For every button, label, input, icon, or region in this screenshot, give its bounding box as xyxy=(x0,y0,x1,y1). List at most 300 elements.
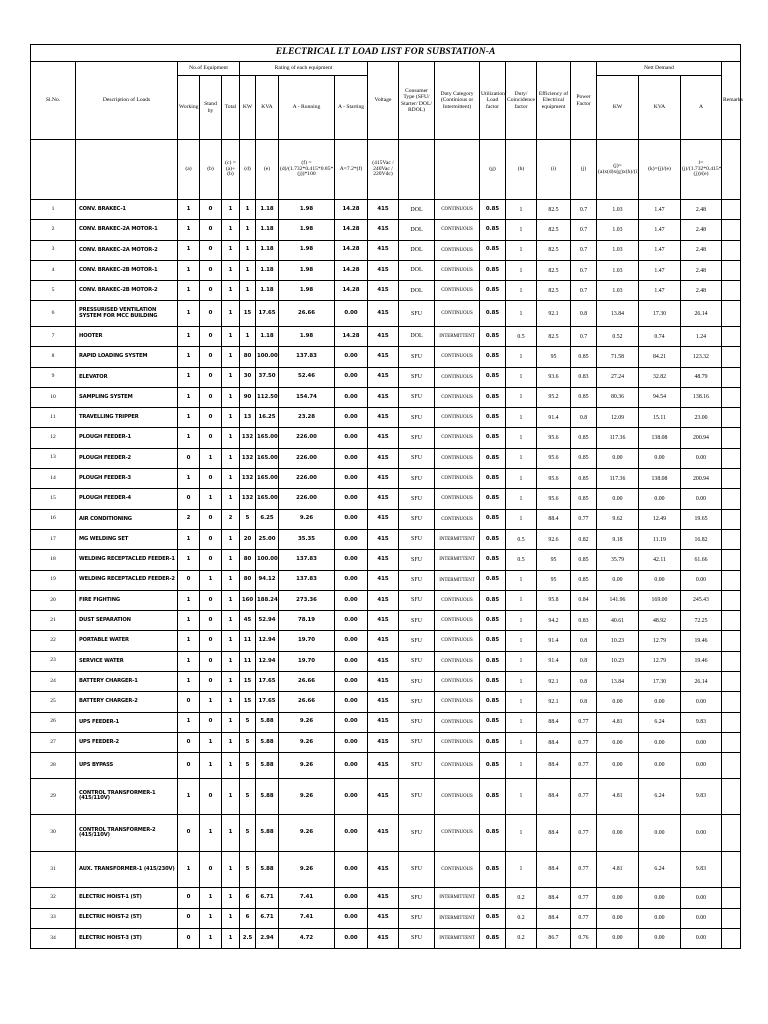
cell-kw: 132 xyxy=(240,489,256,509)
table-row xyxy=(31,732,741,752)
cell-a-running: 9.26 xyxy=(279,509,335,529)
cell-efficiency: 82.5 xyxy=(537,326,571,346)
cell-efficiency: 88.4 xyxy=(537,908,571,928)
cell-description: SERVICE WATER xyxy=(76,651,178,671)
cell-voltage: 415 xyxy=(368,908,399,928)
cell-kw: 1 xyxy=(240,260,256,280)
cell-utilization: 0.85 xyxy=(480,367,506,387)
cell-slno: 32 xyxy=(31,888,76,908)
cell-voltage: 415 xyxy=(368,489,399,509)
cell-power-factor: 0.7 xyxy=(571,326,597,346)
cell-nett-kva: 0.00 xyxy=(639,888,681,908)
cell-efficiency: 95.6 xyxy=(537,469,571,489)
cell-voltage: 415 xyxy=(368,408,399,428)
cell-nett-kva: 6.24 xyxy=(639,712,681,732)
cell-a-running: 1.98 xyxy=(279,260,335,280)
cell-nett-a: 0.00 xyxy=(681,489,722,509)
cell-power-factor: 0.85 xyxy=(571,428,597,448)
sub-b: (b) xyxy=(200,140,222,200)
cell-kw: 15 xyxy=(240,301,256,327)
table-row xyxy=(31,509,741,529)
cell-a-starting: 0.00 xyxy=(335,888,368,908)
sub-a: (a) xyxy=(178,140,200,200)
cell-a-starting: 0.00 xyxy=(335,651,368,671)
cell-standby: 1 xyxy=(200,570,222,590)
table-row xyxy=(31,489,741,509)
cell-description: TRAVELLING TRIPPER xyxy=(76,408,178,428)
cell-nett-kva: 94.54 xyxy=(639,387,681,407)
cell-a-starting: 0.00 xyxy=(335,908,368,928)
header-voltage: Voltage xyxy=(368,62,399,140)
cell-nett-a: 245.43 xyxy=(681,590,722,610)
cell-slno: 19 xyxy=(31,570,76,590)
cell-voltage: 415 xyxy=(368,888,399,908)
cell-voltage: 415 xyxy=(368,712,399,732)
cell-description: CONTROL TRANSFORMER-1 (415/110V) xyxy=(76,778,178,815)
cell-slno: 28 xyxy=(31,753,76,779)
cell-utilization: 0.85 xyxy=(480,908,506,928)
cell-duty-factor: 1 xyxy=(506,387,537,407)
cell-utilization: 0.85 xyxy=(480,387,506,407)
cell-a-running: 273.36 xyxy=(279,590,335,610)
cell-slno: 7 xyxy=(31,326,76,346)
cell-voltage: 415 xyxy=(368,367,399,387)
cell-voltage: 415 xyxy=(368,260,399,280)
cell-power-factor: 0.85 xyxy=(571,347,597,367)
cell-duty-category: CONTINUOUS xyxy=(435,408,480,428)
header-nett-a: A xyxy=(681,76,722,140)
sub-blank xyxy=(435,140,480,200)
cell-standby: 0 xyxy=(200,550,222,570)
cell-nett-kw: 1.03 xyxy=(597,220,639,240)
cell-nett-a: 0.00 xyxy=(681,815,722,852)
cell-duty-category: CONTINUOUS xyxy=(435,448,480,468)
cell-duty-category: CONTINUOUS xyxy=(435,631,480,651)
cell-a-running: 26.66 xyxy=(279,301,335,327)
cell-utilization: 0.85 xyxy=(480,732,506,752)
cell-consumer-type: SFU xyxy=(399,631,435,651)
sub-m: l=(j)/(1.732*0.415*(j))/(e) xyxy=(681,140,722,200)
cell-a-starting: 0.00 xyxy=(335,408,368,428)
cell-kva: 6.25 xyxy=(256,509,279,529)
cell-utilization: 0.85 xyxy=(480,888,506,908)
cell-duty-factor: 1 xyxy=(506,611,537,631)
cell-a-starting: 0.00 xyxy=(335,469,368,489)
cell-kva: 188.24 xyxy=(256,590,279,610)
cell-consumer-type: SFU xyxy=(399,408,435,428)
cell-duty-category: CONTINUOUS xyxy=(435,712,480,732)
cell-efficiency: 88.4 xyxy=(537,753,571,779)
cell-voltage: 415 xyxy=(368,240,399,260)
cell-consumer-type: SFU xyxy=(399,529,435,549)
cell-utilization: 0.85 xyxy=(480,448,506,468)
cell-working: 1 xyxy=(178,611,200,631)
cell-nett-kva: 42.11 xyxy=(639,550,681,570)
cell-slno: 3 xyxy=(31,240,76,260)
header-duty-coincidence: Duty/ Coincidence factor xyxy=(506,62,537,140)
cell-standby: 0 xyxy=(200,281,222,301)
header-kw: KW xyxy=(240,76,256,140)
cell-nett-a: 0.00 xyxy=(681,753,722,779)
cell-kva: 165.00 xyxy=(256,448,279,468)
cell-efficiency: 92.1 xyxy=(537,301,571,327)
cell-a-starting: 14.28 xyxy=(335,240,368,260)
cell-duty-category: CONTINUOUS xyxy=(435,611,480,631)
cell-duty-factor: 1 xyxy=(506,301,537,327)
cell-nett-kva: 17.30 xyxy=(639,301,681,327)
cell-standby: 1 xyxy=(200,908,222,928)
header-standby: Stand by xyxy=(200,76,222,140)
cell-remarks xyxy=(722,753,741,779)
table-row xyxy=(31,928,741,948)
table-row xyxy=(31,611,741,631)
cell-nett-kva: 0.00 xyxy=(639,732,681,752)
cell-working: 0 xyxy=(178,908,200,928)
cell-a-starting: 0.00 xyxy=(335,428,368,448)
cell-utilization: 0.85 xyxy=(480,347,506,367)
cell-voltage: 415 xyxy=(368,928,399,948)
table-row xyxy=(31,281,741,301)
cell-working: 1 xyxy=(178,672,200,692)
cell-efficiency: 92.1 xyxy=(537,692,571,712)
cell-standby: 1 xyxy=(200,815,222,852)
cell-a-starting: 14.28 xyxy=(335,281,368,301)
cell-power-factor: 0.8 xyxy=(571,301,597,327)
cell-nett-kw: 1.03 xyxy=(597,240,639,260)
cell-a-starting: 0.00 xyxy=(335,550,368,570)
cell-total: 1 xyxy=(222,200,240,220)
cell-kw: 2.5 xyxy=(240,928,256,948)
cell-consumer-type: SFU xyxy=(399,692,435,712)
cell-a-starting: 0.00 xyxy=(335,590,368,610)
cell-nett-kw: 80.36 xyxy=(597,387,639,407)
cell-remarks xyxy=(722,651,741,671)
cell-a-starting: 0.00 xyxy=(335,529,368,549)
cell-duty-factor: 0.2 xyxy=(506,928,537,948)
cell-duty-category: CONTINUOUS xyxy=(435,220,480,240)
cell-kva: 5.88 xyxy=(256,851,279,888)
cell-a-running: 137.83 xyxy=(279,347,335,367)
cell-voltage: 415 xyxy=(368,387,399,407)
cell-utilization: 0.85 xyxy=(480,753,506,779)
cell-nett-a: 200.94 xyxy=(681,469,722,489)
cell-kw: 15 xyxy=(240,692,256,712)
cell-efficiency: 95 xyxy=(537,550,571,570)
cell-efficiency: 93.6 xyxy=(537,367,571,387)
cell-duty-factor: 0.2 xyxy=(506,888,537,908)
cell-total: 1 xyxy=(222,732,240,752)
cell-nett-kw: 4.81 xyxy=(597,851,639,888)
cell-slno: 26 xyxy=(31,712,76,732)
cell-a-starting: 0.00 xyxy=(335,672,368,692)
sub-h: (h) xyxy=(506,140,537,200)
cell-nett-kva: 1.47 xyxy=(639,200,681,220)
cell-total: 1 xyxy=(222,928,240,948)
cell-efficiency: 86.7 xyxy=(537,928,571,948)
cell-voltage: 415 xyxy=(368,672,399,692)
cell-a-running: 137.83 xyxy=(279,550,335,570)
cell-duty-category: CONTINUOUS xyxy=(435,753,480,779)
cell-duty-factor: 1 xyxy=(506,240,537,260)
cell-description: BATTERY CHARGER-1 xyxy=(76,672,178,692)
cell-kw: 1 xyxy=(240,240,256,260)
cell-nett-kw: 141.96 xyxy=(597,590,639,610)
cell-duty-factor: 0.2 xyxy=(506,908,537,928)
header-rating: Rating of each equipment xyxy=(240,62,368,76)
cell-working: 1 xyxy=(178,240,200,260)
table-row xyxy=(31,590,741,610)
cell-power-factor: 0.7 xyxy=(571,240,597,260)
cell-a-running: 9.26 xyxy=(279,712,335,732)
cell-duty-category: INTERMITTENT xyxy=(435,570,480,590)
cell-nett-kva: 138.08 xyxy=(639,469,681,489)
cell-kva: 5.88 xyxy=(256,712,279,732)
cell-working: 1 xyxy=(178,326,200,346)
cell-consumer-type: SFU xyxy=(399,347,435,367)
header-utilization: Utilization/ Load factor xyxy=(480,62,506,140)
cell-power-factor: 0.82 xyxy=(571,529,597,549)
cell-nett-a: 0.00 xyxy=(681,928,722,948)
cell-efficiency: 88.4 xyxy=(537,509,571,529)
cell-kva: 17.65 xyxy=(256,301,279,327)
cell-remarks xyxy=(722,732,741,752)
cell-nett-kw: 12.09 xyxy=(597,408,639,428)
table-row xyxy=(31,778,741,815)
cell-utilization: 0.85 xyxy=(480,778,506,815)
sub-d: (d) xyxy=(240,140,256,200)
cell-a-running: 1.98 xyxy=(279,281,335,301)
cell-a-starting: 0.00 xyxy=(335,753,368,779)
cell-efficiency: 95.6 xyxy=(537,489,571,509)
cell-a-running: 226.00 xyxy=(279,489,335,509)
cell-description: UPS FEEDER-1 xyxy=(76,712,178,732)
cell-consumer-type: SFU xyxy=(399,672,435,692)
cell-standby: 0 xyxy=(200,651,222,671)
cell-duty-category: CONTINUOUS xyxy=(435,651,480,671)
cell-description: CONV. BRAKEC-2B MOTOR-1 xyxy=(76,260,178,280)
cell-duty-category: INTERMITTENT xyxy=(435,529,480,549)
cell-working: 0 xyxy=(178,570,200,590)
cell-a-running: 1.98 xyxy=(279,200,335,220)
cell-utilization: 0.85 xyxy=(480,712,506,732)
cell-consumer-type: SFU xyxy=(399,651,435,671)
cell-nett-a: 9.83 xyxy=(681,851,722,888)
cell-utilization: 0.85 xyxy=(480,408,506,428)
cell-total: 1 xyxy=(222,851,240,888)
cell-kva: 94.12 xyxy=(256,570,279,590)
cell-power-factor: 0.77 xyxy=(571,712,597,732)
cell-duty-category: CONTINUOUS xyxy=(435,367,480,387)
cell-efficiency: 91.4 xyxy=(537,408,571,428)
cell-nett-kw: 1.03 xyxy=(597,281,639,301)
cell-working: 1 xyxy=(178,712,200,732)
cell-working: 1 xyxy=(178,347,200,367)
cell-utilization: 0.85 xyxy=(480,326,506,346)
cell-voltage: 415 xyxy=(368,611,399,631)
cell-nett-a: 19.46 xyxy=(681,631,722,651)
cell-kw: 1 xyxy=(240,220,256,240)
cell-nett-kw: 10.23 xyxy=(597,631,639,651)
cell-voltage: 415 xyxy=(368,509,399,529)
sub-n xyxy=(722,140,741,200)
table-row xyxy=(31,529,741,549)
cell-standby: 0 xyxy=(200,260,222,280)
cell-standby: 0 xyxy=(200,387,222,407)
cell-utilization: 0.85 xyxy=(480,851,506,888)
cell-voltage: 415 xyxy=(368,428,399,448)
cell-duty-category: INTERMITTENT xyxy=(435,928,480,948)
cell-duty-category: CONTINUOUS xyxy=(435,692,480,712)
cell-duty-factor: 1 xyxy=(506,220,537,240)
cell-duty-factor: 1 xyxy=(506,732,537,752)
header-total: Total xyxy=(222,76,240,140)
cell-total: 1 xyxy=(222,672,240,692)
cell-consumer-type: SFU xyxy=(399,301,435,327)
load-list-table xyxy=(30,44,741,949)
cell-description: FIRE FIGHTING xyxy=(76,590,178,610)
cell-slno: 23 xyxy=(31,651,76,671)
header-power-factor: Power Factor xyxy=(571,62,597,140)
cell-utilization: 0.85 xyxy=(480,815,506,852)
cell-total: 1 xyxy=(222,753,240,779)
cell-working: 1 xyxy=(178,651,200,671)
cell-utilization: 0.85 xyxy=(480,281,506,301)
cell-efficiency: 88.4 xyxy=(537,778,571,815)
cell-nett-kw: 0.00 xyxy=(597,753,639,779)
cell-nett-a: 26.14 xyxy=(681,301,722,327)
cell-duty-factor: 1 xyxy=(506,509,537,529)
cell-slno: 13 xyxy=(31,448,76,468)
cell-duty-category: CONTINUOUS xyxy=(435,509,480,529)
table-row xyxy=(31,367,741,387)
cell-total: 1 xyxy=(222,469,240,489)
cell-standby: 0 xyxy=(200,220,222,240)
cell-standby: 0 xyxy=(200,408,222,428)
cell-nett-a: 2.48 xyxy=(681,240,722,260)
cell-kw: 132 xyxy=(240,469,256,489)
cell-standby: 0 xyxy=(200,590,222,610)
cell-slno: 34 xyxy=(31,928,76,948)
cell-standby: 1 xyxy=(200,732,222,752)
cell-duty-category: INTERMITTENT xyxy=(435,908,480,928)
cell-nett-kva: 169.00 xyxy=(639,590,681,610)
header-description: Description of Loads xyxy=(76,62,178,140)
cell-standby: 0 xyxy=(200,428,222,448)
cell-duty-category: INTERMITTENT xyxy=(435,888,480,908)
cell-a-running: 9.26 xyxy=(279,753,335,779)
cell-a-running: 226.00 xyxy=(279,428,335,448)
cell-a-running: 23.28 xyxy=(279,408,335,428)
table-row xyxy=(31,651,741,671)
cell-a-running: 1.98 xyxy=(279,220,335,240)
cell-nett-kva: 0.00 xyxy=(639,753,681,779)
cell-remarks xyxy=(722,692,741,712)
cell-total: 1 xyxy=(222,408,240,428)
cell-nett-a: 23.00 xyxy=(681,408,722,428)
table-row xyxy=(31,469,741,489)
cell-remarks xyxy=(722,712,741,732)
cell-duty-category: INTERMITTENT xyxy=(435,550,480,570)
cell-consumer-type: SFU xyxy=(399,778,435,815)
cell-slno: 31 xyxy=(31,851,76,888)
cell-a-running: 9.26 xyxy=(279,778,335,815)
cell-a-starting: 14.28 xyxy=(335,326,368,346)
header-nett-kva: KVA xyxy=(639,76,681,140)
cell-kw: 5 xyxy=(240,712,256,732)
table-row xyxy=(31,692,741,712)
cell-voltage: 415 xyxy=(368,448,399,468)
table-row xyxy=(31,550,741,570)
cell-efficiency: 91.4 xyxy=(537,651,571,671)
cell-duty-factor: 0.5 xyxy=(506,529,537,549)
cell-working: 1 xyxy=(178,367,200,387)
cell-a-running: 226.00 xyxy=(279,448,335,468)
cell-voltage: 415 xyxy=(368,815,399,852)
cell-kw: 5 xyxy=(240,851,256,888)
cell-utilization: 0.85 xyxy=(480,469,506,489)
cell-nett-a: 2.48 xyxy=(681,220,722,240)
cell-power-factor: 0.77 xyxy=(571,778,597,815)
cell-duty-category: CONTINUOUS xyxy=(435,469,480,489)
cell-slno: 21 xyxy=(31,611,76,631)
cell-description: SAMPLING SYSTEM xyxy=(76,387,178,407)
cell-working: 1 xyxy=(178,428,200,448)
cell-power-factor: 0.85 xyxy=(571,489,597,509)
table-row xyxy=(31,408,741,428)
cell-duty-category: CONTINUOUS xyxy=(435,200,480,220)
cell-total: 1 xyxy=(222,260,240,280)
cell-nett-kva: 6.24 xyxy=(639,778,681,815)
cell-total: 1 xyxy=(222,489,240,509)
cell-consumer-type: SFU xyxy=(399,448,435,468)
cell-utilization: 0.85 xyxy=(480,631,506,651)
cell-nett-a: 138.16 xyxy=(681,387,722,407)
table-row xyxy=(31,888,741,908)
cell-power-factor: 0.85 xyxy=(571,448,597,468)
cell-standby: 0 xyxy=(200,778,222,815)
cell-consumer-type: SFU xyxy=(399,570,435,590)
cell-efficiency: 92.1 xyxy=(537,672,571,692)
cell-utilization: 0.85 xyxy=(480,509,506,529)
cell-a-starting: 0.00 xyxy=(335,712,368,732)
cell-nett-a: 0.00 xyxy=(681,732,722,752)
cell-working: 0 xyxy=(178,732,200,752)
cell-a-starting: 0.00 xyxy=(335,778,368,815)
cell-kva: 6.71 xyxy=(256,908,279,928)
cell-total: 1 xyxy=(222,326,240,346)
cell-total: 2 xyxy=(222,509,240,529)
cell-consumer-type: SFU xyxy=(399,908,435,928)
cell-consumer-type: SFU xyxy=(399,387,435,407)
cell-efficiency: 95 xyxy=(537,347,571,367)
cell-a-running: 137.83 xyxy=(279,570,335,590)
cell-power-factor: 0.85 xyxy=(571,550,597,570)
cell-power-factor: 0.8 xyxy=(571,408,597,428)
cell-power-factor: 0.77 xyxy=(571,732,597,752)
sheet-title: ELECTRICAL LT LOAD LIST FOR SUBSTATION-A xyxy=(31,45,741,62)
cell-total: 1 xyxy=(222,611,240,631)
cell-standby: 0 xyxy=(200,611,222,631)
cell-consumer-type: SFU xyxy=(399,928,435,948)
cell-utilization: 0.85 xyxy=(480,692,506,712)
cell-duty-category: CONTINUOUS xyxy=(435,301,480,327)
cell-nett-kva: 12.79 xyxy=(639,651,681,671)
cell-utilization: 0.85 xyxy=(480,529,506,549)
cell-duty-category: CONTINUOUS xyxy=(435,732,480,752)
cell-a-starting: 0.00 xyxy=(335,611,368,631)
cell-total: 1 xyxy=(222,448,240,468)
cell-kw: 132 xyxy=(240,448,256,468)
